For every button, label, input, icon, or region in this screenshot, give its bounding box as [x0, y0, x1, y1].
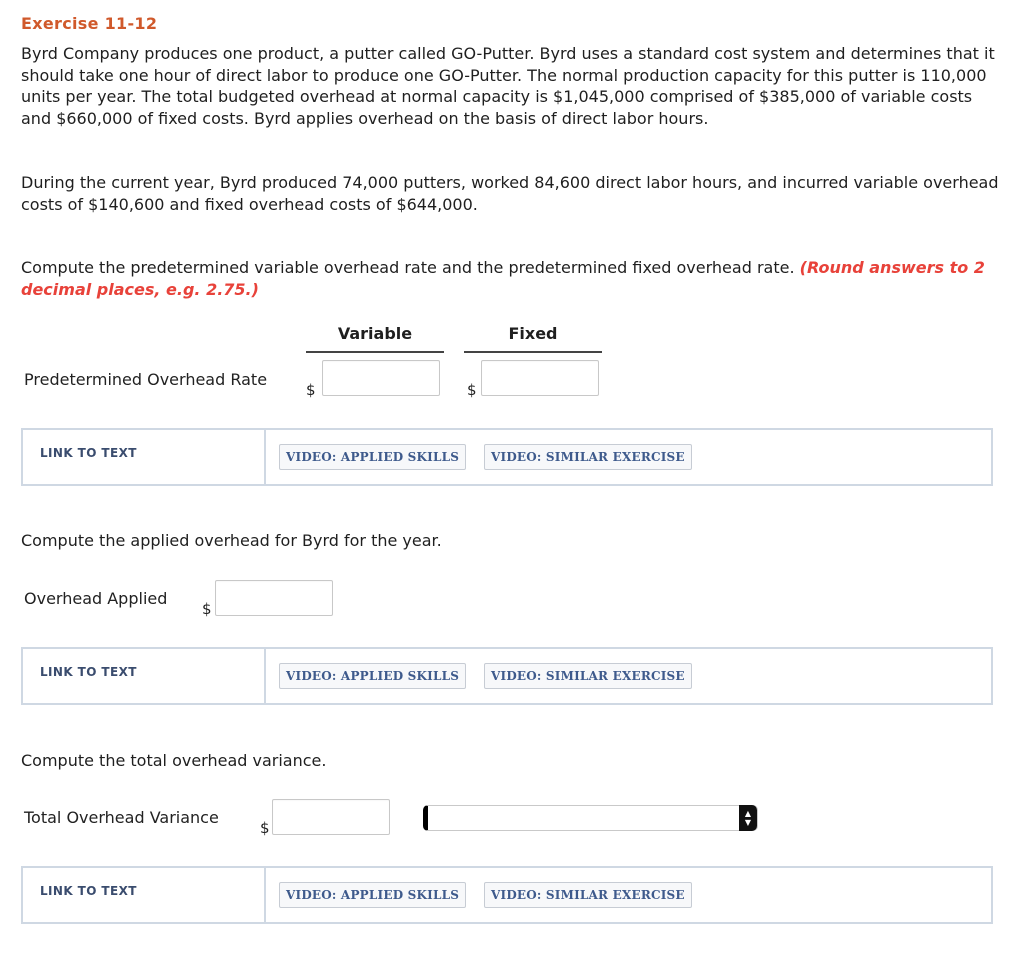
link-to-text[interactable]: LINK TO TEXT: [40, 665, 137, 679]
exercise-title: Exercise 11-12: [21, 14, 158, 33]
question-3: Compute the total overhead variance.: [21, 751, 327, 770]
link-to-text[interactable]: LINK TO TEXT: [40, 884, 137, 898]
overhead-applied-input[interactable]: [215, 580, 333, 616]
resource-bar-3: [21, 866, 993, 924]
total-variance-input[interactable]: [272, 799, 390, 835]
resource-bar-2: [21, 647, 993, 705]
overhead-applied-label: Overhead Applied: [24, 589, 168, 608]
question-2: Compute the applied overhead for Byrd for the year.: [21, 531, 442, 550]
currency-symbol: $: [467, 381, 477, 399]
variance-type-select[interactable]: [423, 805, 758, 831]
currency-symbol: $: [260, 819, 270, 837]
divider: [264, 649, 266, 703]
currency-symbol: $: [202, 600, 212, 618]
predetermined-rate-label: Predetermined Overhead Rate: [24, 370, 268, 389]
video-applied-skills-button[interactable]: VIDEO: APPLIED SKILLS: [279, 882, 466, 908]
video-applied-skills-button[interactable]: VIDEO: APPLIED SKILLS: [279, 444, 466, 470]
video-similar-exercise-button[interactable]: VIDEO: SIMILAR EXERCISE: [484, 444, 692, 470]
divider: [264, 868, 266, 922]
select-arrows-icon: ▲ ▼: [739, 805, 757, 831]
total-variance-label: Total Overhead Variance: [24, 808, 219, 827]
problem-paragraph-1: Byrd Company produces one product, a putter called GO-Putter. Byrd uses a standard cost system and determines that it should take one hour of direct labor to produce one GO-Putter. The normal production capacity for this putter is 110,000 units per year. The total budgeted overhead at normal capacity is $1,045,000 comprised of $385,000 of variable costs and $660,000 of fixed costs. Byrd applies overhead on the basis of direct labor hours.: [21, 44, 995, 128]
divider: [264, 430, 266, 484]
question-1: [21, 257, 1006, 301]
currency-symbol: $: [306, 381, 316, 399]
column-header-variable: Variable: [306, 324, 444, 353]
rounding-hint: (Round answers to 2 decimal places, e.g. 2.75.): [21, 258, 985, 299]
video-applied-skills-button[interactable]: VIDEO: APPLIED SKILLS: [279, 663, 466, 689]
link-to-text[interactable]: LINK TO TEXT: [40, 446, 137, 460]
resource-bar-1: [21, 428, 993, 486]
problem-paragraph-2: During the current year, Byrd produced 74,000 putters, worked 84,600 direct labor hours, and incurred variable overhead costs of $140,600 and fixed overhead costs of $644,000.: [21, 173, 999, 214]
video-similar-exercise-button[interactable]: VIDEO: SIMILAR EXERCISE: [484, 663, 692, 689]
variable-rate-input[interactable]: [322, 360, 440, 396]
fixed-rate-input[interactable]: [481, 360, 599, 396]
video-similar-exercise-button[interactable]: VIDEO: SIMILAR EXERCISE: [484, 882, 692, 908]
column-header-fixed: Fixed: [464, 324, 602, 353]
question-1-text: Compute the predetermined variable overhead rate and the predetermined fixed overhead rate.: [21, 258, 795, 277]
